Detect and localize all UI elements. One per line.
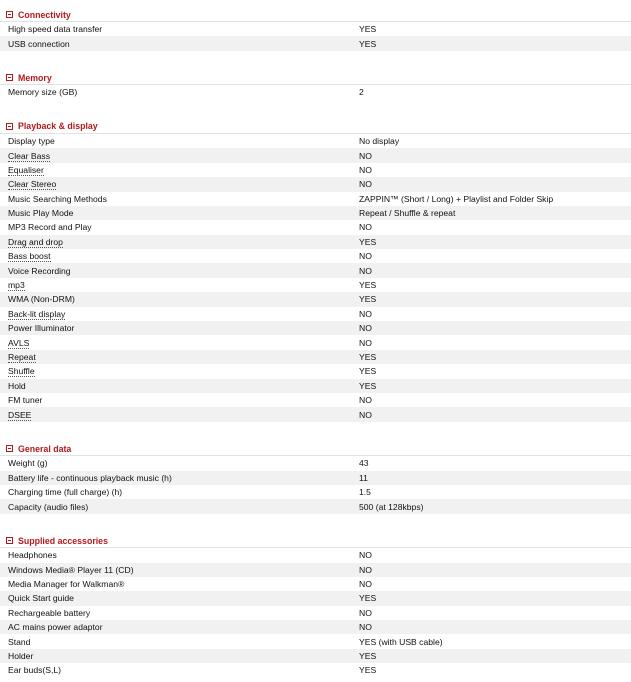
spec-value: 500 (at 128kbps) [359,501,424,512]
spec-row [0,235,631,249]
spec-label-text: WMA (Non-DRM) [8,294,75,305]
spec-label [0,151,350,161]
spec-label-text: USB connection [8,38,70,49]
spec-value: 2 [359,87,364,98]
spec-section [0,534,631,678]
section-header[interactable] [0,534,631,548]
spec-label [0,665,350,675]
spec-value: YES [359,380,377,391]
spec-row [0,379,631,393]
spec-label-text: Weight (g) [8,458,48,469]
spec-value: No display [359,136,400,147]
spec-label [0,608,350,618]
section-header[interactable] [0,442,631,456]
glossary-link[interactable]: Equaliser [8,164,44,175]
spec-label [0,323,350,333]
spec-value: NO [359,164,372,175]
glossary-link[interactable]: Back-lit display [8,308,66,319]
spec-label-text: Headphones [8,550,57,561]
spec-value: NO [359,395,372,406]
spec-label-text: High speed data transfer [8,24,103,35]
spec-row [0,249,631,263]
spec-label [0,294,350,304]
spec-value: 1.5 [359,487,371,498]
spec-value: NO [359,251,372,262]
spec-value: YES [359,24,377,35]
spec-row [0,591,631,605]
section-title: General data [18,443,72,454]
spec-value: NO [359,179,372,190]
spec-row [0,456,631,470]
spec-section [0,71,631,99]
spec-label-text: Holder [8,651,34,662]
collapse-minus-icon[interactable] [6,74,13,81]
spec-row [0,263,631,277]
spec-label [0,208,350,218]
spec-value: NO [359,337,372,348]
spec-label-text: Power Illuminator [8,323,75,334]
spec-label [0,579,350,589]
spec-value: YES [359,366,377,377]
spec-label-text: Windows Media® Player 11 (CD) [8,564,134,575]
spec-label [0,39,350,49]
spec-value: YES [359,593,377,604]
spec-value: NO [359,579,372,590]
spec-label [0,487,350,497]
spec-row [0,85,631,99]
collapse-minus-icon[interactable] [6,445,13,452]
spec-section [0,8,631,51]
spec-row [0,407,631,421]
spec-label [0,458,350,468]
spec-value: NO [359,409,372,420]
spec-row [0,206,631,220]
spec-value: NO [359,550,372,561]
spec-row [0,22,631,36]
spec-label-text: Music Searching Methods [8,193,107,204]
spec-label-text: Charging time (full charge) (h) [8,487,123,498]
spec-row [0,606,631,620]
spec-row [0,292,631,306]
spec-row [0,649,631,663]
glossary-link[interactable]: Bass boost [8,251,51,262]
spec-label-text: Capacity (audio files) [8,501,89,512]
spec-value: NO [359,564,372,575]
section-title: Playback & display [18,121,98,132]
spec-label-text: Memory size (GB) [8,87,78,98]
spec-label [0,502,350,512]
spec-value: NO [359,150,372,161]
spec-label-text: MP3 Record and Play [8,222,92,233]
spec-row [0,192,631,206]
spec-label [0,651,350,661]
spec-value: YES [359,294,377,305]
spec-section [0,442,631,514]
spec-row [0,548,631,562]
spec-value: NO [359,222,372,233]
spec-label [0,395,350,405]
spec-label-text: FM tuner [8,395,43,406]
spec-label [0,251,350,261]
spec-value: YES [359,38,377,49]
spec-row [0,177,631,191]
glossary-link[interactable]: Clear Stereo [8,179,57,190]
spec-row [0,36,631,50]
section-header[interactable] [0,120,631,134]
spec-row [0,321,631,335]
spec-label [0,565,350,575]
spec-label-text: Display type [8,136,55,147]
spec-row [0,163,631,177]
spec-value: YES [359,280,377,291]
glossary-link[interactable]: Clear Bass [8,150,51,161]
spec-row [0,471,631,485]
spec-row [0,148,631,162]
collapse-minus-icon[interactable] [6,123,13,130]
spec-value: 11 [359,472,368,483]
spec-label [0,352,350,362]
spec-label [0,194,350,204]
spec-label [0,637,350,647]
spec-label [0,24,350,34]
spec-label [0,366,350,376]
glossary-link[interactable]: Repeat [8,352,36,362]
spec-row [0,220,631,234]
spec-label-text: Media Manager for Walkman® [8,579,125,590]
spec-row [0,134,631,148]
spec-value: NO [359,323,372,334]
spec-label [0,280,350,290]
spec-row [0,335,631,349]
spec-row [0,485,631,499]
spec-label [0,237,350,247]
spec-label [0,410,350,420]
glossary-link[interactable]: DSEE [8,409,32,420]
spec-label [0,266,350,276]
spec-label [0,381,350,391]
glossary-link[interactable]: Drag and drop [8,236,63,247]
spec-value: YES [359,236,377,247]
spec-value: NO [359,607,372,618]
spec-label [0,136,350,146]
section-title: Memory [18,72,52,83]
spec-label-text: Music Play Mode [8,208,74,219]
spec-value: 43 [359,458,369,469]
spec-label [0,338,350,348]
spec-label [0,622,350,632]
spec-row [0,634,631,648]
spec-label-text: Rechargeable battery [8,607,91,618]
collapse-minus-icon[interactable] [6,11,13,18]
spec-value: YES (with USB cable) [359,636,443,647]
spec-row [0,577,631,591]
spec-label-text: Quick Start guide [8,593,74,604]
spec-row [0,307,631,321]
glossary-link[interactable]: mp3 [8,280,25,291]
section-title: Supplied accessories [18,535,108,546]
spec-value: NO [359,622,372,633]
spec-value: YES [359,665,377,676]
spec-row [0,620,631,634]
spec-section [0,120,631,422]
spec-value: NO [359,265,372,276]
spec-value: ZAPPIN™ (Short / Long) + Playlist and Folder Skip [359,193,554,204]
spec-value: NO [359,308,372,319]
section-header[interactable] [0,71,631,85]
spec-label [0,473,350,483]
collapse-minus-icon[interactable] [6,537,13,544]
spec-label-text: Stand [8,636,31,647]
section-header[interactable] [0,8,631,22]
spec-value: YES [359,651,377,662]
spec-row [0,364,631,378]
spec-label-text: Hold [8,380,26,391]
spec-label [0,165,350,175]
spec-label [0,593,350,603]
spec-label [0,222,350,232]
spec-row [0,278,631,292]
spec-label-text: Voice Recording [8,265,71,276]
spec-label-text: Battery life - continuous playback music (h) [8,472,172,483]
spec-label-text: Ear buds(S,L) [8,665,62,676]
spec-row [0,350,631,364]
spec-value: YES [359,352,377,362]
spec-label [0,179,350,189]
glossary-link[interactable]: AVLS [8,337,30,348]
spec-value: Repeat / Shuffle & repeat [359,208,456,219]
spec-row [0,663,631,677]
section-title: Connectivity [18,9,71,20]
spec-label [0,550,350,560]
spec-label-text: AC mains power adaptor [8,622,103,633]
spec-label [0,309,350,319]
glossary-link[interactable]: Shuffle [8,366,35,377]
spec-row [0,499,631,513]
spec-row [0,393,631,407]
spec-row [0,563,631,577]
spec-label [0,87,350,97]
